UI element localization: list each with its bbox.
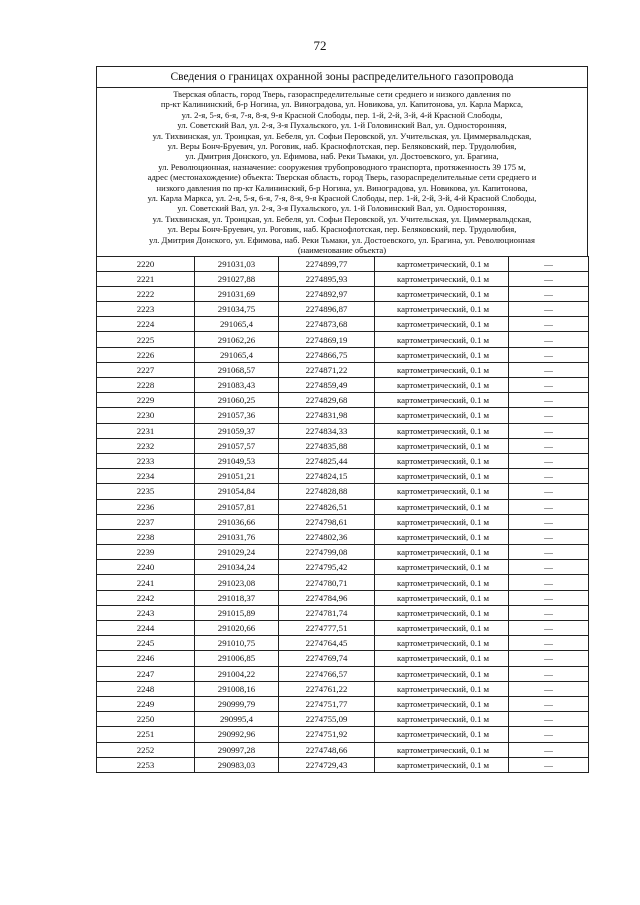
y-coordinate-cell: 2274824,15	[279, 469, 375, 484]
method-cell: картометрический, 0.1 м	[375, 712, 509, 727]
x-coordinate-cell: 291023,08	[195, 575, 279, 590]
table-row	[97, 696, 589, 711]
y-coordinate-cell: 2274829,68	[279, 393, 375, 408]
y-coordinate-cell: 2274751,77	[279, 696, 375, 711]
y-coordinate-cell: 2274766,57	[279, 666, 375, 681]
table-row	[97, 438, 589, 453]
method-cell: картометрический, 0.1 м	[375, 605, 509, 620]
y-coordinate-cell: 2274896,87	[279, 302, 375, 317]
x-coordinate-cell: 291065,4	[195, 317, 279, 332]
y-coordinate-cell: 2274873,68	[279, 317, 375, 332]
precision-note-cell: —	[509, 696, 589, 711]
method-cell: картометрический, 0.1 м	[375, 408, 509, 423]
document-block	[96, 66, 588, 773]
description-line: ул. Тихвинская, ул. Троицкая, ул. Бебеля, ул. Софьи Перовской, ул. Учительская, ул. Циммервальдская,	[152, 213, 532, 224]
point-number-cell: 2236	[97, 499, 195, 514]
y-coordinate-cell: 2274834,33	[279, 423, 375, 438]
point-number-cell: 2244	[97, 621, 195, 636]
method-cell: картометрический, 0.1 м	[375, 469, 509, 484]
point-number-cell: 2231	[97, 423, 195, 438]
point-number-cell: 2250	[97, 712, 195, 727]
method-cell: картометрический, 0.1 м	[375, 317, 509, 332]
object-description	[96, 87, 588, 256]
precision-note-cell: —	[509, 256, 589, 271]
precision-note-cell: —	[509, 332, 589, 347]
method-cell: картометрический, 0.1 м	[375, 453, 509, 468]
table-row	[97, 575, 589, 590]
point-number-cell: 2243	[97, 605, 195, 620]
coordinates-table	[96, 256, 589, 773]
x-coordinate-cell: 291057,81	[195, 499, 279, 514]
x-coordinate-cell: 291015,89	[195, 605, 279, 620]
x-coordinate-cell: 290999,79	[195, 696, 279, 711]
x-coordinate-cell: 290995,4	[195, 712, 279, 727]
description-line: ул. Революционная, назначение: сооружения трубопроводного транспорта, протяженность 39 175 м,	[158, 161, 526, 172]
precision-note-cell: —	[509, 545, 589, 560]
precision-note-cell: —	[509, 666, 589, 681]
description-line: низкого давления по пр-кт Калининский, б-р Ногина, ул. Виноградова, ул. Новикова, ул. Капитонова,	[156, 182, 528, 193]
y-coordinate-cell: 2274798,61	[279, 514, 375, 529]
table-row	[97, 742, 589, 757]
point-number-cell: 2246	[97, 651, 195, 666]
precision-note-cell: —	[509, 408, 589, 423]
point-number-cell: 2222	[97, 286, 195, 301]
y-coordinate-cell: 2274781,74	[279, 605, 375, 620]
table-row	[97, 651, 589, 666]
point-number-cell: 2230	[97, 408, 195, 423]
precision-note-cell: —	[509, 590, 589, 605]
point-number-cell: 2228	[97, 378, 195, 393]
precision-note-cell: —	[509, 302, 589, 317]
point-number-cell: 2232	[97, 438, 195, 453]
method-cell: картометрический, 0.1 м	[375, 727, 509, 742]
precision-note-cell: —	[509, 499, 589, 514]
table-row	[97, 423, 589, 438]
y-coordinate-cell: 2274866,75	[279, 347, 375, 362]
precision-note-cell: —	[509, 575, 589, 590]
table-row	[97, 590, 589, 605]
table-row	[97, 636, 589, 651]
table-row	[97, 712, 589, 727]
point-number-cell: 2224	[97, 317, 195, 332]
precision-note-cell: —	[509, 681, 589, 696]
description-line: адрес (местонахождение) объекта: Тверская область, город Тверь, газораспределительные сети среднего и	[147, 172, 537, 183]
precision-note-cell: —	[509, 514, 589, 529]
table-row	[97, 393, 589, 408]
x-coordinate-cell: 291031,03	[195, 256, 279, 271]
y-coordinate-cell: 2274729,43	[279, 757, 375, 772]
table-row	[97, 347, 589, 362]
point-number-cell: 2234	[97, 469, 195, 484]
precision-note-cell: —	[509, 378, 589, 393]
point-number-cell: 2227	[97, 362, 195, 377]
x-coordinate-cell: 291036,66	[195, 514, 279, 529]
x-coordinate-cell: 291034,75	[195, 302, 279, 317]
method-cell: картометрический, 0.1 м	[375, 271, 509, 286]
x-coordinate-cell: 291054,84	[195, 484, 279, 499]
y-coordinate-cell: 2274825,44	[279, 453, 375, 468]
table-row	[97, 514, 589, 529]
description-line: ул. Советский Вал, ул. 2-я, 3-я Пухальского, ул. 1-й Головинский Вал, ул. Односторонняя,	[177, 120, 507, 131]
point-number-cell: 2252	[97, 742, 195, 757]
method-cell: картометрический, 0.1 м	[375, 362, 509, 377]
table-row	[97, 453, 589, 468]
table-row	[97, 317, 589, 332]
method-cell: картометрический, 0.1 м	[375, 302, 509, 317]
precision-note-cell: —	[509, 317, 589, 332]
y-coordinate-cell: 2274748,66	[279, 742, 375, 757]
method-cell: картометрический, 0.1 м	[375, 332, 509, 347]
point-number-cell: 2239	[97, 545, 195, 560]
x-coordinate-cell: 291031,76	[195, 529, 279, 544]
table-row	[97, 469, 589, 484]
table-row	[97, 621, 589, 636]
table-row	[97, 286, 589, 301]
y-coordinate-cell: 2274831,98	[279, 408, 375, 423]
point-number-cell: 2247	[97, 666, 195, 681]
precision-note-cell: —	[509, 393, 589, 408]
y-coordinate-cell: 2274859,49	[279, 378, 375, 393]
y-coordinate-cell: 2274777,51	[279, 621, 375, 636]
table-row	[97, 560, 589, 575]
method-cell: картометрический, 0.1 м	[375, 742, 509, 757]
y-coordinate-cell: 2274795,42	[279, 560, 375, 575]
precision-note-cell: —	[509, 651, 589, 666]
precision-note-cell: —	[509, 529, 589, 544]
method-cell: картометрический, 0.1 м	[375, 529, 509, 544]
table-row	[97, 362, 589, 377]
point-number-cell: 2235	[97, 484, 195, 499]
method-cell: картометрический, 0.1 м	[375, 545, 509, 560]
method-cell: картометрический, 0.1 м	[375, 438, 509, 453]
y-coordinate-cell: 2274764,45	[279, 636, 375, 651]
precision-note-cell: —	[509, 453, 589, 468]
description-line: ул. Дмитрия Донского, ул. Ефимова, наб. Реки Тьмаки, ул. Достоевского, ул. Брагина,	[185, 151, 499, 162]
x-coordinate-cell: 291031,69	[195, 286, 279, 301]
y-coordinate-cell: 2274828,88	[279, 484, 375, 499]
x-coordinate-cell: 290983,03	[195, 757, 279, 772]
point-number-cell: 2251	[97, 727, 195, 742]
method-cell: картометрический, 0.1 м	[375, 256, 509, 271]
y-coordinate-cell: 2274826,51	[279, 499, 375, 514]
x-coordinate-cell: 291006,85	[195, 651, 279, 666]
point-number-cell: 2223	[97, 302, 195, 317]
x-coordinate-cell: 291004,22	[195, 666, 279, 681]
point-number-cell: 2242	[97, 590, 195, 605]
description-line: ул. Тихвинская, ул. Троицкая, ул. Бебеля, ул. Софьи Перовской, ул. Учительская, ул. Циммервальдская,	[152, 130, 532, 141]
point-number-cell: 2220	[97, 256, 195, 271]
description-line: ул. Карла Маркса, ул. 2-я, 5-я, 6-я, 7-я, 8-я, 9-я Красной Слободы, пер. 1-й, 2-й, 3-й, 4-й Красной Слободы,	[147, 193, 537, 204]
table-row	[97, 378, 589, 393]
x-coordinate-cell: 291068,57	[195, 362, 279, 377]
point-number-cell: 2229	[97, 393, 195, 408]
page-number: 72	[313, 38, 327, 53]
precision-note-cell: —	[509, 742, 589, 757]
table-row	[97, 545, 589, 560]
method-cell: картометрический, 0.1 м	[375, 621, 509, 636]
y-coordinate-cell: 2274784,96	[279, 590, 375, 605]
method-cell: картометрический, 0.1 м	[375, 514, 509, 529]
method-cell: картометрический, 0.1 м	[375, 590, 509, 605]
method-cell: картометрический, 0.1 м	[375, 560, 509, 575]
y-coordinate-cell: 2274892,97	[279, 286, 375, 301]
method-cell: картометрический, 0.1 м	[375, 757, 509, 772]
table-row	[97, 529, 589, 544]
point-number-cell: 2253	[97, 757, 195, 772]
point-number-cell: 2248	[97, 681, 195, 696]
point-number-cell: 2240	[97, 560, 195, 575]
method-cell: картометрический, 0.1 м	[375, 423, 509, 438]
precision-note-cell: —	[509, 560, 589, 575]
method-cell: картометрический, 0.1 м	[375, 347, 509, 362]
table-row	[97, 484, 589, 499]
y-coordinate-cell: 2274835,88	[279, 438, 375, 453]
table-row	[97, 681, 589, 696]
precision-note-cell: —	[509, 712, 589, 727]
precision-note-cell: —	[509, 484, 589, 499]
description-line: ул. 2-я, 5-я, 6-я, 7-я, 8-я, 9-я Красной Слободы, пер. 1-й, 2-й, 3-й, 4-й Красной Слободы,	[181, 109, 503, 120]
x-coordinate-cell: 291034,24	[195, 560, 279, 575]
description-line: ул. Веры Бонч-Бруевич, ул. Роговик, наб. Краснофлотская, пер. Беляковский, пер. Трудолюбия,	[167, 224, 517, 235]
description-line: ул. Дмитрия Донского, ул. Ефимова, наб. Реки Тьмаки, ул. Достоевского, ул. Брагина, ул. Революционная	[149, 234, 535, 245]
method-cell: картометрический, 0.1 м	[375, 378, 509, 393]
section-title: Сведения о границах охранной зоны распределительного газопровода	[96, 66, 588, 87]
x-coordinate-cell: 291060,25	[195, 393, 279, 408]
point-number-cell: 2225	[97, 332, 195, 347]
precision-note-cell: —	[509, 757, 589, 772]
point-number-cell: 2245	[97, 636, 195, 651]
y-coordinate-cell: 2274895,93	[279, 271, 375, 286]
x-coordinate-cell: 291059,37	[195, 423, 279, 438]
x-coordinate-cell: 291010,75	[195, 636, 279, 651]
y-coordinate-cell: 2274755,09	[279, 712, 375, 727]
point-number-cell: 2221	[97, 271, 195, 286]
table-row	[97, 271, 589, 286]
x-coordinate-cell: 291020,66	[195, 621, 279, 636]
table-row	[97, 302, 589, 317]
description-line: ул. Советский Вал, ул. 2-я, 3-я Пухальского, ул. 1-й Головинский Вал, ул. Односторонняя,	[177, 203, 507, 214]
y-coordinate-cell: 2274769,74	[279, 651, 375, 666]
description-line: ул. Веры Бонч-Бруевич, ул. Роговик, наб. Краснофлотская, пер. Беляковский, пер. Трудолюбия,	[167, 141, 517, 152]
table-row	[97, 256, 589, 271]
y-coordinate-cell: 2274780,71	[279, 575, 375, 590]
method-cell: картометрический, 0.1 м	[375, 681, 509, 696]
y-coordinate-cell: 2274899,77	[279, 256, 375, 271]
table-row	[97, 408, 589, 423]
x-coordinate-cell: 291029,24	[195, 545, 279, 560]
table-row	[97, 605, 589, 620]
precision-note-cell: —	[509, 362, 589, 377]
x-coordinate-cell: 290997,28	[195, 742, 279, 757]
x-coordinate-cell: 291057,36	[195, 408, 279, 423]
precision-note-cell: —	[509, 271, 589, 286]
method-cell: картометрический, 0.1 м	[375, 575, 509, 590]
point-number-cell: 2226	[97, 347, 195, 362]
x-coordinate-cell: 291083,43	[195, 378, 279, 393]
y-coordinate-cell: 2274869,19	[279, 332, 375, 347]
method-cell: картометрический, 0.1 м	[375, 286, 509, 301]
x-coordinate-cell: 291049,53	[195, 453, 279, 468]
x-coordinate-cell: 291062,26	[195, 332, 279, 347]
x-coordinate-cell: 291065,4	[195, 347, 279, 362]
point-number-cell: 2233	[97, 453, 195, 468]
method-cell: картометрический, 0.1 м	[375, 636, 509, 651]
x-coordinate-cell: 291008,16	[195, 681, 279, 696]
description-line: Тверская область, город Тверь, газораспределительные сети среднего и низкого давления по	[173, 89, 511, 99]
table-row	[97, 666, 589, 681]
precision-note-cell: —	[509, 469, 589, 484]
precision-note-cell: —	[509, 605, 589, 620]
x-coordinate-cell: 290992,96	[195, 727, 279, 742]
method-cell: картометрический, 0.1 м	[375, 666, 509, 681]
precision-note-cell: —	[509, 286, 589, 301]
method-cell: картометрический, 0.1 м	[375, 651, 509, 666]
point-number-cell: 2241	[97, 575, 195, 590]
table-row	[97, 332, 589, 347]
method-cell: картометрический, 0.1 м	[375, 484, 509, 499]
y-coordinate-cell: 2274871,22	[279, 362, 375, 377]
precision-note-cell: —	[509, 347, 589, 362]
description-line: пр-кт Калининский, б-р Ногина, ул. Виноградова, ул. Новикова, ул. Капитонова, ул. Карла Маркса,	[160, 99, 524, 110]
precision-note-cell: —	[509, 423, 589, 438]
table-row	[97, 499, 589, 514]
precision-note-cell: —	[509, 438, 589, 453]
precision-note-cell: —	[509, 636, 589, 651]
method-cell: картометрический, 0.1 м	[375, 696, 509, 711]
y-coordinate-cell: 2274799,08	[279, 545, 375, 560]
x-coordinate-cell: 291027,88	[195, 271, 279, 286]
precision-note-cell: —	[509, 621, 589, 636]
x-coordinate-cell: 291018,37	[195, 590, 279, 605]
y-coordinate-cell: 2274802,36	[279, 529, 375, 544]
point-number-cell: 2238	[97, 529, 195, 544]
method-cell: картометрический, 0.1 м	[375, 393, 509, 408]
point-number-cell: 2249	[97, 696, 195, 711]
method-cell: картометрический, 0.1 м	[375, 499, 509, 514]
x-coordinate-cell: 291057,57	[195, 438, 279, 453]
x-coordinate-cell: 291051,21	[195, 469, 279, 484]
table-row	[97, 727, 589, 742]
y-coordinate-cell: 2274751,92	[279, 727, 375, 742]
precision-note-cell: —	[509, 727, 589, 742]
table-row	[97, 757, 589, 772]
point-number-cell: 2237	[97, 514, 195, 529]
description-line: (наименование объекта)	[297, 245, 387, 256]
y-coordinate-cell: 2274761,22	[279, 681, 375, 696]
